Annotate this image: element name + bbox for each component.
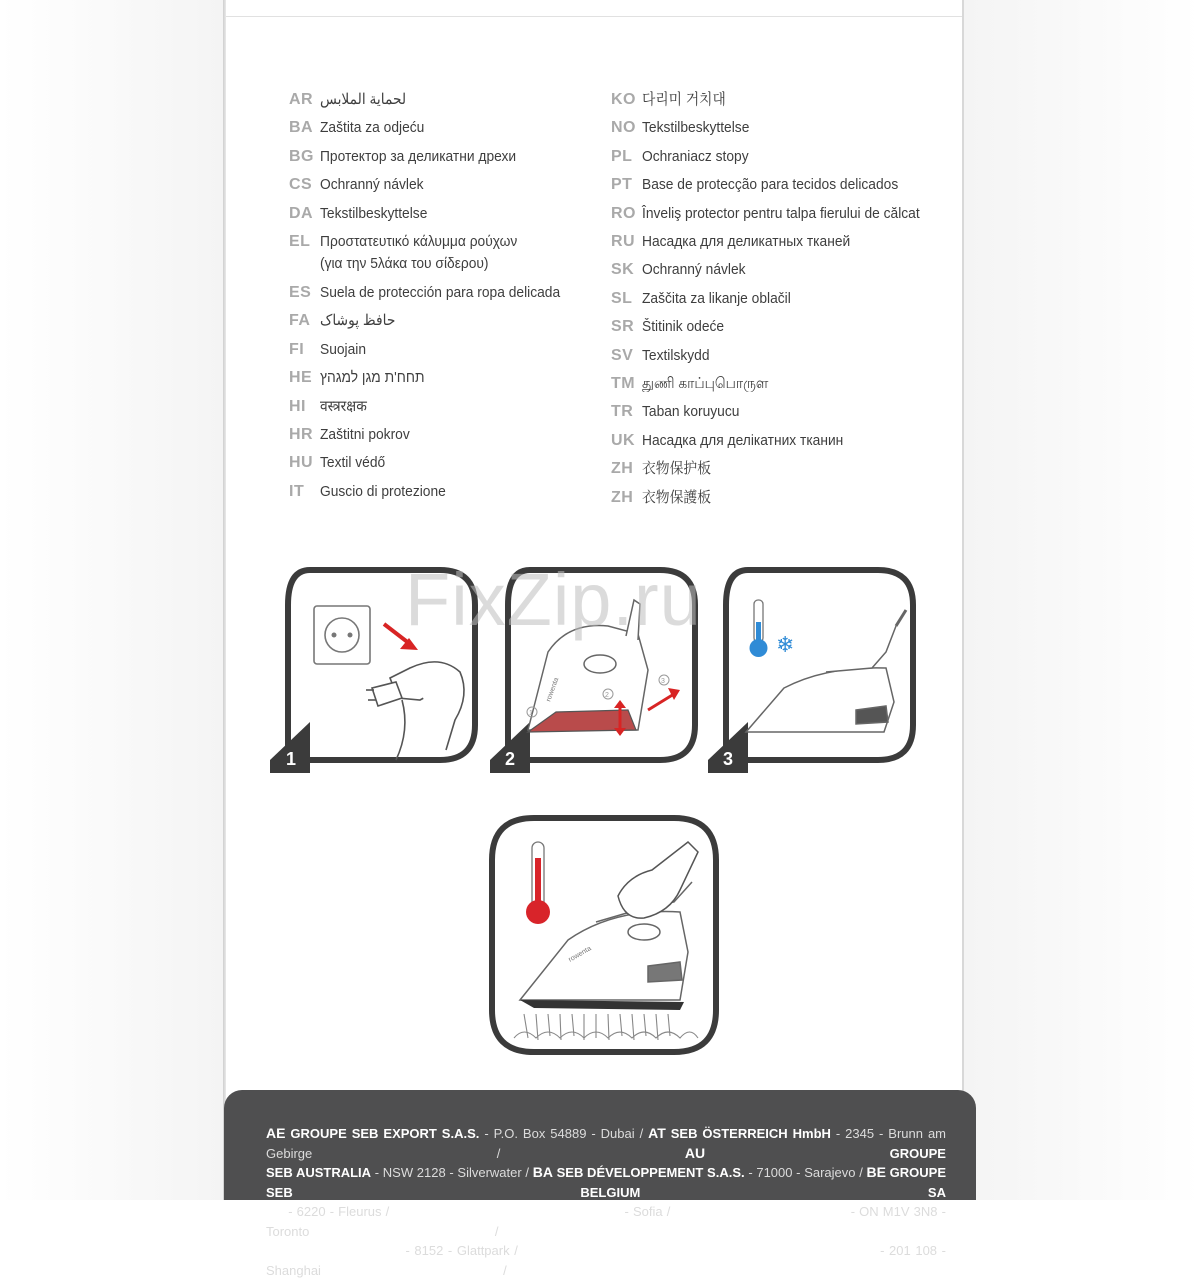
language-entry: [289, 364, 589, 392]
translation-text: Suojain: [320, 340, 367, 358]
footer-line: [266, 1124, 946, 1163]
language-entry: [611, 313, 961, 341]
country-code: AE: [266, 1125, 286, 1141]
step-2-number: 2: [505, 749, 516, 769]
company-name: NV: [266, 1204, 285, 1219]
company-name: GROUPE SEB BELGIUM SA: [266, 1165, 946, 1200]
language-list-right: [611, 86, 961, 512]
country-code: AU: [684, 1144, 706, 1161]
company-address: - 8152 - Glattpark /: [400, 1243, 523, 1258]
language-entry: [611, 427, 961, 455]
language-entry: [289, 114, 589, 142]
translation-text: Textil védő: [320, 454, 386, 472]
country-code: CN: [522, 1242, 543, 1258]
language-entry: [611, 398, 961, 426]
country-code: BA: [532, 1164, 553, 1180]
company-name: GROUPE: [889, 1145, 946, 1161]
country-code: BE: [866, 1164, 886, 1180]
translation-text: Zaščita za likanje oblačil: [642, 289, 791, 307]
language-code: BG: [289, 147, 314, 165]
translation-text: Înveliş protector pentru talpa fierului de călcat: [642, 204, 920, 222]
language-code: SR: [611, 318, 635, 336]
language-code: CS: [289, 176, 313, 194]
translation-text: Base de protecção para tecidos delicados: [642, 176, 899, 194]
language-code: FI: [289, 340, 305, 358]
company-address: - 6220 - Fleurus /: [284, 1204, 394, 1219]
company-name: SEB SCHWEIZ GmbH: [266, 1243, 401, 1258]
language-code: PT: [611, 176, 633, 194]
language-code: TR: [611, 403, 634, 421]
translation-text: Насадка для деликатных тканей: [642, 233, 851, 251]
language-entry: [289, 421, 589, 449]
language-list-left: [289, 86, 589, 506]
company-address: - Sofia /: [620, 1204, 675, 1219]
language-code: ES: [289, 284, 312, 302]
company-address: - 71000 - Sarajevo /: [744, 1165, 867, 1180]
language-code: AR: [289, 91, 314, 108]
translation-text: Textilskydd: [642, 346, 710, 364]
company-name: GROUPE SEB EXPORT S.A.S.: [290, 1126, 480, 1141]
country-code: AT: [648, 1125, 666, 1141]
language-entry: [611, 256, 961, 284]
translation-text: لحماية الملابس: [320, 91, 407, 108]
step-1-number: 1: [286, 749, 297, 769]
language-code: PL: [611, 147, 633, 165]
translation-text: 衣物保护板: [642, 460, 712, 478]
language-code: IT: [289, 482, 305, 500]
step-3-number: 3: [723, 749, 734, 769]
translation-text: Ochraniacz stopy: [642, 147, 749, 165]
language-code: SV: [611, 346, 634, 364]
language-entry: [611, 200, 961, 228]
language-entry: [289, 279, 589, 307]
language-code: TM: [611, 375, 636, 393]
language-entry: [611, 455, 961, 483]
language-code: NO: [611, 119, 636, 137]
language-code: RO: [611, 204, 636, 222]
translation-text: حافظ پوشاک: [320, 312, 396, 330]
translation-text: תחח'ת מגן למגהץ: [320, 369, 425, 387]
translation-lines: [320, 231, 534, 275]
translation-text: Štitinik odeće: [642, 318, 725, 336]
language-entry: [289, 478, 589, 506]
company-address: - NSW 2128 - Silverwater /: [371, 1165, 533, 1180]
translation-text: Προστατευτικό κάλυμμα ρούχων: [320, 233, 518, 251]
language-code: HI: [289, 397, 306, 415]
language-code: ZH: [611, 460, 634, 478]
language-entry: [289, 171, 589, 199]
company-name: SHANGHAI SEB ELECTRICAL APPLIANCES CO LTD: [547, 1243, 876, 1258]
footer-line: [266, 1163, 946, 1202]
language-code: HE: [289, 369, 313, 387]
translation-text: Tekstilbeskyttelse: [320, 204, 428, 222]
language-entry: [289, 86, 589, 114]
company-name: SEB ÖSTERREICH HmbH: [670, 1126, 831, 1141]
translation-text: वस्त्ररक्षक: [320, 397, 367, 415]
language-entry: [611, 171, 961, 199]
country-code: CA: [674, 1203, 695, 1219]
company-address: - P.O. Box 54889 - Dubai /: [479, 1126, 649, 1141]
step-2-callout-2: 2: [605, 692, 609, 699]
watermark: FixZip.ru: [405, 558, 702, 641]
language-entry: [611, 342, 961, 370]
translation-text: 衣物保護板: [642, 488, 712, 506]
distributor-address-list: [266, 1124, 946, 1280]
language-entry: [611, 370, 961, 398]
translation-text: Ochranný návlek: [642, 261, 746, 279]
language-code: EL: [289, 233, 311, 251]
company-name: SEB AUSTRALIA: [266, 1165, 372, 1180]
language-entry: [611, 143, 961, 171]
footer-line: [266, 1241, 946, 1280]
company-name: GROUPE: [889, 1262, 946, 1278]
iron-brand-label: rowenta: [545, 676, 561, 703]
language-code: SK: [611, 261, 635, 279]
box-top-flap: [226, 0, 962, 17]
language-entry: [289, 307, 589, 335]
language-entry: [289, 393, 589, 421]
translation-text: (για την 5λάκα του σίδερου): [320, 255, 489, 273]
language-code: UK: [611, 431, 636, 449]
language-entry: [611, 285, 961, 313]
translation-text: Насадка для делікатних тканин: [642, 431, 844, 449]
snowflake-icon: ❄: [776, 633, 795, 658]
language-entry: [289, 200, 589, 228]
country-code: BG: [393, 1203, 415, 1219]
translation-text: Guscio di protezione: [320, 482, 446, 500]
step-2-callout-1: 1: [529, 710, 533, 717]
language-code: HR: [289, 426, 314, 444]
language-entry: [611, 114, 961, 142]
language-code: ZH: [611, 488, 634, 506]
language-entry: [611, 484, 961, 512]
language-code: KO: [611, 91, 636, 108]
language-entry: [289, 449, 589, 477]
language-entry: [611, 228, 961, 256]
footer-line: [266, 1202, 946, 1241]
company-address: - 2345 - Brunn am Gebirge /: [266, 1126, 947, 1161]
language-code: DA: [289, 204, 314, 222]
translation-text: Taban koruyucu: [642, 403, 740, 421]
translation-text: Протектор за деликатни дрехи: [320, 147, 517, 165]
translation-text: Suela de protección para ropa delicada: [320, 284, 561, 302]
language-entry: [289, 336, 589, 364]
country-code: CH: [683, 1222, 705, 1239]
language-entry: [289, 143, 589, 171]
translation-text: துணி காப்புபொருள: [642, 375, 769, 393]
translation-text: 다리미 거치대: [642, 91, 726, 108]
iron-brand-label: rowenta: [567, 945, 593, 964]
company-name: GROUPE SEB CANADA: [698, 1204, 847, 1219]
language-code: BA: [289, 119, 314, 137]
language-code: FA: [289, 312, 311, 330]
language-code: RU: [611, 233, 636, 251]
box-right-edge: [962, 0, 1200, 1200]
translation-text: Zaštitni pokrov: [320, 426, 410, 444]
country-code: CZ: [688, 1261, 708, 1278]
company-address: - 201 108 - Shanghai /: [266, 1243, 946, 1278]
translation-text: Tekstilbeskyttelse: [642, 119, 750, 137]
company-name: GROUPE SEB BULGARIA EOOD: [418, 1204, 621, 1219]
company-address: - ON M1V 3N8 - Toronto /: [266, 1204, 946, 1239]
translation-text: Zaštita za odjeću: [320, 119, 425, 137]
step-2-callout-3: 3: [661, 678, 665, 685]
language-code: SL: [611, 289, 633, 307]
company-name: SEB DÉVELOPPEMENT S.A.S.: [556, 1165, 745, 1180]
language-code: HU: [289, 454, 314, 472]
language-entry: [611, 86, 961, 114]
box-left-edge: [0, 0, 226, 1200]
step-4-illustration: [484, 812, 724, 1060]
language-entry: [289, 228, 589, 279]
translation-text: Ochranný návlek: [320, 176, 424, 194]
company-name: GROUPE: [889, 1223, 946, 1239]
